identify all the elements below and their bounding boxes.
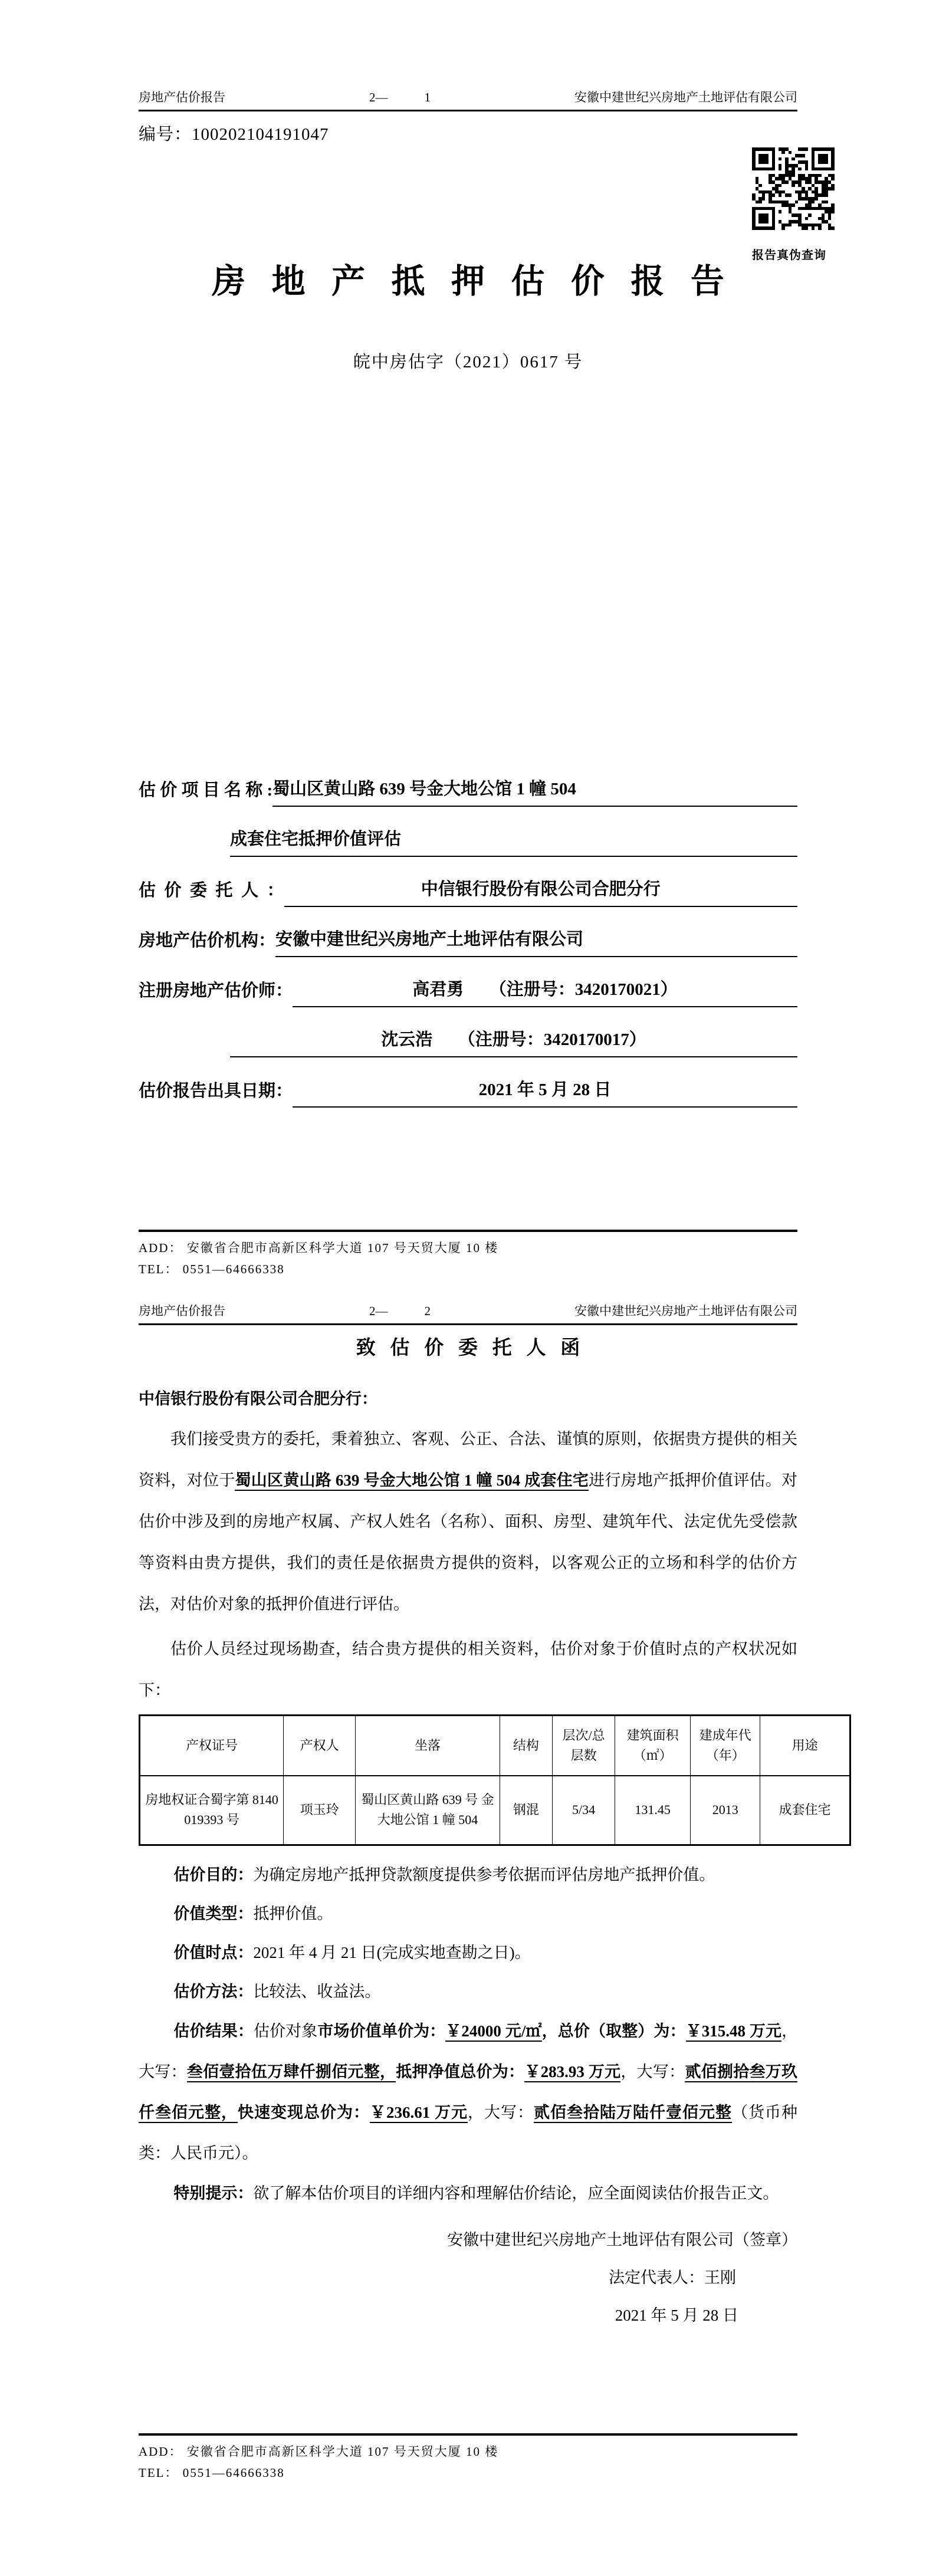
form-row-project-name xyxy=(139,757,797,807)
col-header-owner: 产权人 xyxy=(284,1716,356,1776)
client-value: 中信银行股份有限公司合肥分行 xyxy=(284,878,797,907)
header-rule xyxy=(139,1323,797,1325)
footer-rule xyxy=(139,2433,797,2436)
report-number-line xyxy=(139,123,797,146)
item-method-label: 估价方法： xyxy=(173,1983,254,2000)
col-header-year: 建成年代（年） xyxy=(691,1716,760,1776)
signature-block xyxy=(139,2221,797,2334)
item-special-hint xyxy=(139,2174,797,2213)
footer-rule xyxy=(139,1230,797,1232)
item-value-date-label: 价值时点： xyxy=(173,1944,254,1961)
item-purpose xyxy=(139,1855,797,1894)
item-purpose-label: 估价目的： xyxy=(173,1866,254,1884)
paragraph-survey: 估价人员经过现场勘查，结合贵方提供的相关资料，估价对象于价值时点的产权状况如下： xyxy=(139,1640,797,1699)
item-special-hint-text: 欲了解本估价项目的详细内容和理解估价结论，应全面阅读估价报告正文。 xyxy=(253,2184,779,2202)
cell-floor: 5/34 xyxy=(553,1776,615,1845)
cell-certificate: 房地权证合蜀字第 8140019393 号 xyxy=(140,1776,284,1845)
appraiser-1-value: 高君勇 （注册号：3420170021） xyxy=(293,978,797,1007)
letter-salutation: 中信银行股份有限公司合肥分行： xyxy=(139,1390,377,1408)
header-rule xyxy=(139,110,797,111)
cell-location: 蜀山区黄山路 639 号 金大地公馆 1 幢 504 xyxy=(356,1776,500,1845)
form-row-issue-date xyxy=(139,1057,797,1108)
page-2-footer xyxy=(139,2433,797,2482)
item-special-hint-label: 特别提示： xyxy=(173,2184,254,2202)
page-1 xyxy=(139,0,826,1108)
header-page-prefix: 2— xyxy=(369,90,388,104)
report-title: 房地产抵押估价报告 xyxy=(212,263,751,300)
project-name-value-line2: 成套住宅抵押价值评估 xyxy=(230,827,797,857)
client-label: 估 价 委 托 人 ： xyxy=(139,881,284,900)
document-number: 皖中房估字（2021）0617 号 xyxy=(353,353,583,372)
letter-title: 致估价委托人函 xyxy=(356,1338,595,1359)
page-1-header xyxy=(139,90,797,105)
property-table xyxy=(139,1714,851,1846)
agency-label: 房地产估价机构： xyxy=(139,931,276,950)
signature-date: 2021 年 5 月 28 日 xyxy=(615,2306,738,2324)
cover-form xyxy=(139,757,797,1108)
agency-value: 安徽中建世纪兴房地产土地评估有限公司 xyxy=(275,928,797,957)
col-header-area: 建筑面积（㎡） xyxy=(615,1716,691,1776)
col-header-structure: 结构 xyxy=(500,1716,553,1776)
item-purpose-text: 为确定房地产抵押贷款额度提供参考依据而评估房地产抵押价值。 xyxy=(253,1866,715,1884)
cell-year: 2013 xyxy=(691,1776,760,1845)
item-result-label: 估价结果： xyxy=(173,2022,254,2040)
header-company-name: 安徽中建世纪兴房地产土地评估有限公司 xyxy=(574,90,797,104)
project-name-value: 蜀山区黄山路 639 号金大地公馆 1 幢 504 xyxy=(272,777,797,807)
qr-block xyxy=(752,147,846,262)
item-value-type-text: 抵押价值。 xyxy=(253,1905,333,1923)
page-2 xyxy=(139,1300,831,2334)
signature-company: 安徽中建世纪兴房地产土地评估有限公司（签章） xyxy=(447,2231,797,2249)
table-row xyxy=(140,1776,850,1845)
appraiser-label: 注册房地产估价师： xyxy=(139,981,293,1000)
issue-date-value: 2021 年 5 月 28 日 xyxy=(293,1078,797,1108)
item-value-date-text: 2021 年 4 月 21 日(完成实地查勘之日)。 xyxy=(253,1944,531,1961)
item-method-text: 比较法、收益法。 xyxy=(253,1983,381,2000)
form-row-agency xyxy=(139,907,797,957)
col-header-use: 用途 xyxy=(760,1716,850,1776)
form-row-appraiser-2 xyxy=(139,1007,797,1057)
header-page-prefix: 2— xyxy=(369,1304,388,1318)
page-1-footer xyxy=(139,1230,797,1278)
signature-legal-representative: 法定代表人：王刚 xyxy=(609,2269,736,2286)
page-2-header xyxy=(139,1303,797,1319)
col-header-location: 坐落 xyxy=(356,1716,500,1776)
item-value-date xyxy=(139,1933,797,1972)
footer-address: ADD： 安徽省合肥市高新区科学大道 107 号天贸大厦 10 楼 xyxy=(139,1241,499,1255)
project-name-label: 估 价 项 目 名 称 : xyxy=(139,781,273,800)
cell-use: 成套住宅 xyxy=(760,1776,850,1845)
form-row-project-name-cont xyxy=(139,807,797,857)
qr-code xyxy=(752,147,835,230)
header-page-number: 1 xyxy=(424,90,431,104)
header-page-number-group xyxy=(369,90,431,105)
cell-structure: 钢混 xyxy=(500,1776,553,1845)
header-page-number: 2 xyxy=(424,1304,431,1318)
header-page-number-group xyxy=(369,1303,431,1319)
item-method xyxy=(139,1972,797,2011)
appraiser-2-value: 沈云浩 （注册号：3420170017） xyxy=(230,1028,797,1057)
col-header-floor: 层次/总层数 xyxy=(553,1716,615,1776)
report-number-label: 编号： xyxy=(139,125,192,144)
paragraph-commission: 我们接受贵方的委托，秉着独立、客观、公正、合法、谨慎的原则，依据贵方提供的相关资料，对位于蜀山区黄山路 639 号金大地公馆 1 幢 504 成套住宅进行房地产抵押价值评估。对估价中涉及到的房地产权属、产权人姓名（名称）、面积、房型、建筑年代、法定优先受偿款等资料由贵方提供，我们的责任是依据贵方提供的资料，以客观公正的立场和科学的估价方法，对估价对象的抵押价值进行评估。 xyxy=(139,1430,798,1613)
issue-date-label: 估价报告出具日期： xyxy=(139,1082,293,1100)
form-row-appraiser-1 xyxy=(139,957,797,1007)
qr-caption: 报告真伪查询 xyxy=(752,249,826,262)
report-number-value: 100202104191047 xyxy=(192,125,329,144)
footer-telephone: TEL： 0551—64666338 xyxy=(139,2466,285,2480)
footer-address: ADD： 安徽省合肥市高新区科学大道 107 号天贸大厦 10 楼 xyxy=(139,2444,499,2459)
header-company-name: 安徽中建世纪兴房地产土地评估有限公司 xyxy=(574,1304,797,1318)
item-result-text: 估价对象市场价值单价为：￥24000 元/㎡，总价（取整）为：￥315.48 万元，大写：叁佰壹拾伍万肆仟捌佰元整，抵押净值总价为：￥283.93 万元，大写：贰佰捌拾叁万玖仟叁佰元整，快速变现总价为：￥236.61 万元，大写：贰佰叁拾陆万陆仟壹佰元整（货币种类：人民币元）。 xyxy=(139,2022,798,2162)
table-header-row xyxy=(140,1716,850,1776)
col-header-certificate: 产权证号 xyxy=(140,1716,284,1776)
header-doc-type: 房地产估价报告 xyxy=(139,1304,225,1318)
item-value-type xyxy=(139,1894,797,1933)
cell-owner: 项玉玲 xyxy=(284,1776,356,1845)
item-result xyxy=(139,2011,797,2174)
item-value-type-label: 价值类型： xyxy=(173,1905,254,1923)
appraisal-items xyxy=(139,1855,797,2213)
cell-area: 131.45 xyxy=(615,1776,691,1845)
form-row-client xyxy=(139,857,797,907)
header-doc-type: 房地产估价报告 xyxy=(139,90,225,104)
footer-telephone: TEL： 0551—64666338 xyxy=(139,1262,285,1276)
